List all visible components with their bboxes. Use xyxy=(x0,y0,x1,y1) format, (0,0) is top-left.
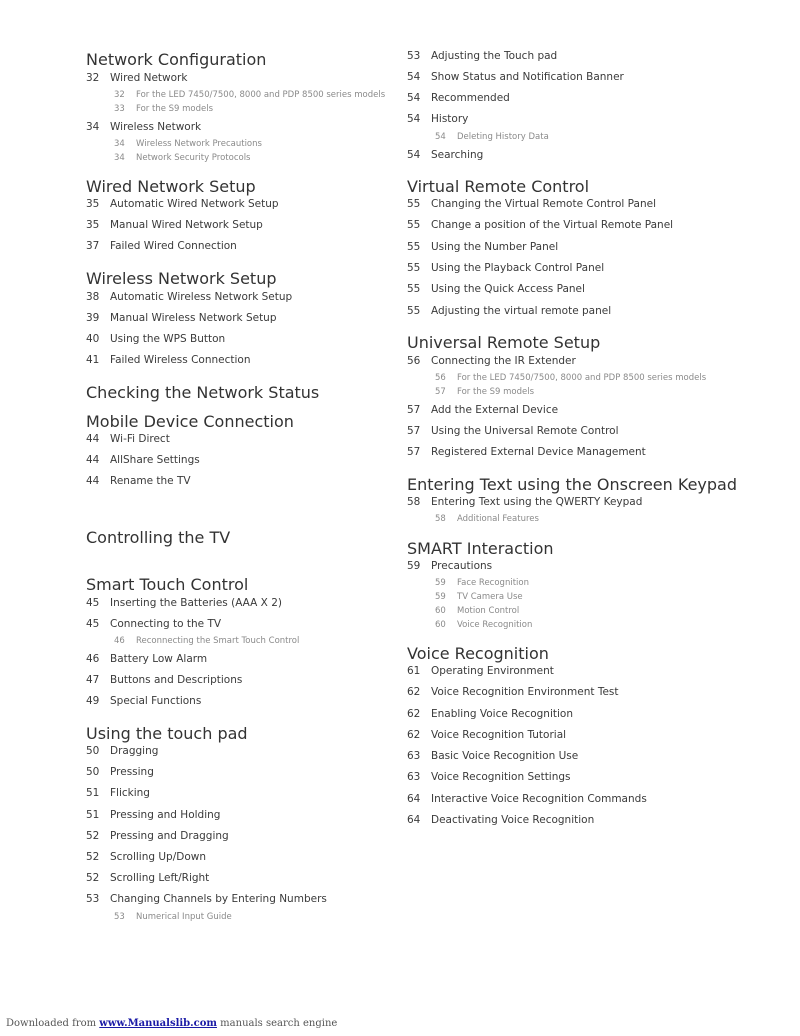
section-heading: Mobile Device Connection xyxy=(86,412,294,431)
page-number: 57 xyxy=(407,425,421,437)
entry-title: Change a position of the Virtual Remote Panel xyxy=(431,219,674,231)
toc-subentry[interactable] xyxy=(86,636,299,646)
page-number: 34 xyxy=(86,121,100,133)
toc-entry[interactable] xyxy=(86,198,279,210)
toc-entry[interactable] xyxy=(86,333,225,345)
entry-title: Buttons and Descriptions xyxy=(110,674,243,686)
toc-entry[interactable] xyxy=(407,729,566,741)
page-number: 52 xyxy=(86,851,100,863)
toc-entry[interactable] xyxy=(407,686,619,698)
page-number: 55 xyxy=(407,241,421,253)
entry-title: Operating Environment xyxy=(431,665,554,677)
page-number: 62 xyxy=(407,708,421,720)
entry-title: Interactive Voice Recognition Commands xyxy=(431,793,647,805)
entry-title: Network Security Protocols xyxy=(136,153,251,163)
entry-title: Additional Features xyxy=(457,514,539,524)
entry-title: Enabling Voice Recognition xyxy=(431,708,573,720)
page-number: 38 xyxy=(86,291,100,303)
entry-title: Manual Wireless Network Setup xyxy=(110,312,277,324)
download-footer xyxy=(6,1018,337,1029)
entry-title: Scrolling Left/Right xyxy=(110,872,210,884)
toc-entry[interactable] xyxy=(407,496,642,508)
page-number: 32 xyxy=(114,90,125,100)
page-number: 55 xyxy=(407,262,421,274)
page-number: 50 xyxy=(86,745,100,757)
page-number: 40 xyxy=(86,333,100,345)
toc-entry[interactable] xyxy=(407,708,573,720)
entry-title: Deleting History Data xyxy=(457,132,549,142)
page-number: 55 xyxy=(407,219,421,231)
page-number: 45 xyxy=(86,597,100,609)
toc-subentry[interactable] xyxy=(407,514,539,524)
entry-title: Registered External Device Management xyxy=(431,446,646,458)
toc-entry[interactable] xyxy=(407,771,571,783)
page-number: 51 xyxy=(86,787,100,799)
page-number: 33 xyxy=(114,104,125,114)
toc-subentry[interactable] xyxy=(407,578,529,588)
entry-title: Basic Voice Recognition Use xyxy=(431,750,579,762)
entry-title: Battery Low Alarm xyxy=(110,653,208,665)
page-number: 50 xyxy=(86,766,100,778)
page-number: 56 xyxy=(407,355,421,367)
page-number: 59 xyxy=(407,560,421,572)
toc-entry[interactable] xyxy=(407,750,578,762)
page-number: 41 xyxy=(86,354,100,366)
entry-title: Voice Recognition xyxy=(457,620,533,630)
toc-entry[interactable] xyxy=(86,893,327,905)
toc-entry[interactable] xyxy=(86,674,242,686)
entry-title: Failed Wired Connection xyxy=(110,240,237,252)
toc-entry[interactable] xyxy=(86,695,201,707)
page-number: 58 xyxy=(435,514,446,524)
entry-title: Rename the TV xyxy=(110,475,191,487)
section-heading: Network Configuration xyxy=(86,50,267,69)
page-number: 35 xyxy=(86,219,100,231)
page-number: 57 xyxy=(435,387,446,397)
section-heading: Voice Recognition xyxy=(407,644,549,663)
toc-entry[interactable] xyxy=(407,241,558,253)
toc-entry[interactable] xyxy=(86,121,201,133)
toc-entry[interactable] xyxy=(86,830,229,842)
entry-title: Pressing and Holding xyxy=(110,809,221,821)
entry-title: Connecting the IR Extender xyxy=(431,355,576,367)
toc-subentry[interactable] xyxy=(86,139,262,149)
entry-title: Recommended xyxy=(431,92,510,104)
entry-title: AllShare Settings xyxy=(110,454,200,466)
toc-entry[interactable] xyxy=(86,312,277,324)
entry-title: Adjusting the virtual remote panel xyxy=(431,305,612,317)
toc-entry[interactable] xyxy=(86,787,150,799)
entry-title: Reconnecting the Smart Touch Control xyxy=(136,636,300,646)
entry-title: Using the Number Panel xyxy=(431,241,559,253)
toc-entry[interactable] xyxy=(407,446,646,458)
toc-entry[interactable] xyxy=(407,283,585,295)
toc-entry[interactable] xyxy=(86,809,220,821)
toc-entry[interactable] xyxy=(407,219,673,231)
page-number: 57 xyxy=(407,404,421,416)
page-number: 37 xyxy=(86,240,100,252)
page-number: 52 xyxy=(86,872,100,884)
toc-entry[interactable] xyxy=(407,262,604,274)
page-number: 32 xyxy=(86,72,100,84)
toc-entry[interactable] xyxy=(407,113,468,125)
entry-title: For the S9 models xyxy=(136,104,214,114)
entry-title: Changing the Virtual Remote Control Panel xyxy=(431,198,657,210)
footer-suffix: manuals search engine xyxy=(217,1018,338,1029)
entry-title: Deactivating Voice Recognition xyxy=(431,814,595,826)
entry-title: Failed Wireless Connection xyxy=(110,354,251,366)
entry-title: For the S9 models xyxy=(457,387,535,397)
entry-title: History xyxy=(431,113,469,125)
toc-entry[interactable] xyxy=(86,475,191,487)
page-number: 54 xyxy=(407,113,421,125)
entry-title: Voice Recognition Settings xyxy=(431,771,571,783)
page-number: 45 xyxy=(86,618,100,630)
toc-subentry[interactable] xyxy=(86,153,250,163)
toc-entry[interactable] xyxy=(86,851,206,863)
entry-title: Wi-Fi Direct xyxy=(110,433,170,445)
page-number: 46 xyxy=(86,653,100,665)
toc-entry[interactable] xyxy=(407,50,557,62)
page-number: 62 xyxy=(407,729,421,741)
toc-entry[interactable] xyxy=(86,597,282,609)
toc-entry[interactable] xyxy=(407,793,647,805)
section-heading: SMART Interaction xyxy=(407,539,554,558)
entry-title: Entering Text using the QWERTY Keypad xyxy=(431,496,643,508)
entry-title: Using the Universal Remote Control xyxy=(431,425,619,437)
toc-entry[interactable] xyxy=(86,240,237,252)
entry-title: Adjusting the Touch pad xyxy=(431,50,558,62)
toc-entry[interactable] xyxy=(407,198,656,210)
page-number: 39 xyxy=(86,312,100,324)
page-number: 54 xyxy=(435,132,446,142)
entry-title: Using the Playback Control Panel xyxy=(431,262,605,274)
entry-title: Voice Recognition Tutorial xyxy=(431,729,567,741)
section-heading: Universal Remote Setup xyxy=(407,333,601,352)
entry-title: Using the WPS Button xyxy=(110,333,226,345)
page-number: 62 xyxy=(407,686,421,698)
entry-title: Face Recognition xyxy=(457,578,529,588)
entry-title: Numerical Input Guide xyxy=(136,912,232,922)
toc-entry[interactable] xyxy=(407,665,554,677)
entry-title: Special Functions xyxy=(110,695,202,707)
page-number: 58 xyxy=(407,496,421,508)
page-number: 60 xyxy=(435,606,446,616)
page-number: 49 xyxy=(86,695,100,707)
page-number: 44 xyxy=(86,433,100,445)
toc-entry[interactable] xyxy=(407,149,483,161)
entry-title: Precautions xyxy=(431,560,493,572)
toc-entry[interactable] xyxy=(407,71,624,83)
manualslib-link[interactable]: www.Manualslib.com xyxy=(99,1018,217,1029)
entry-title: Pressing and Dragging xyxy=(110,830,229,842)
page-number: 64 xyxy=(407,814,421,826)
entry-title: Manual Wired Network Setup xyxy=(110,219,263,231)
entry-title: Dragging xyxy=(110,745,159,757)
toc-entry[interactable] xyxy=(407,92,510,104)
page-number: 47 xyxy=(86,674,100,686)
toc-entry[interactable] xyxy=(86,618,221,630)
page-number: 55 xyxy=(407,305,421,317)
page-number: 56 xyxy=(435,373,446,383)
entry-title: Scrolling Up/Down xyxy=(110,851,206,863)
page-number: 53 xyxy=(407,50,421,62)
section-heading: Wired Network Setup xyxy=(86,177,256,196)
toc-subentry[interactable] xyxy=(407,606,519,616)
page-number: 59 xyxy=(435,592,446,602)
toc-entry[interactable] xyxy=(86,354,251,366)
entry-title: Motion Control xyxy=(457,606,520,616)
entry-title: Wireless Network Precautions xyxy=(136,139,262,149)
toc-entry[interactable] xyxy=(86,72,187,84)
page-number: 55 xyxy=(407,198,421,210)
entry-title: Using the Quick Access Panel xyxy=(431,283,585,295)
toc-entry[interactable] xyxy=(407,425,619,437)
entry-title: Searching xyxy=(431,149,484,161)
chapter-title: Controlling the TV xyxy=(86,528,231,547)
toc-entry[interactable] xyxy=(86,291,292,303)
entry-title: Add the External Device xyxy=(431,404,559,416)
entry-title: Wireless Network xyxy=(110,121,202,133)
toc-entry[interactable] xyxy=(86,219,263,231)
page-number: 55 xyxy=(407,283,421,295)
entry-title: Pressing xyxy=(110,766,154,778)
section-heading: Wireless Network Setup xyxy=(86,269,277,288)
section-heading: Entering Text using the Onscreen Keypad xyxy=(407,475,737,494)
footer-prefix: Downloaded from xyxy=(6,1018,100,1029)
toc-subentry[interactable] xyxy=(86,912,232,922)
page-number: 44 xyxy=(86,475,100,487)
page-number: 44 xyxy=(86,454,100,466)
entry-title: Flicking xyxy=(110,787,150,799)
page-number: 51 xyxy=(86,809,100,821)
toc-entry[interactable] xyxy=(407,305,611,317)
entry-title: Voice Recognition Environment Test xyxy=(431,686,619,698)
page-number: 34 xyxy=(114,153,125,163)
entry-title: Connecting to the TV xyxy=(110,618,222,630)
toc-entry[interactable] xyxy=(86,745,158,757)
section-heading: Virtual Remote Control xyxy=(407,177,590,196)
entry-title: Changing Channels by Entering Numbers xyxy=(110,893,327,905)
section-heading: Using the touch pad xyxy=(86,724,248,743)
toc-entry[interactable] xyxy=(407,355,576,367)
toc-subentry[interactable] xyxy=(407,620,532,630)
toc-entry[interactable] xyxy=(86,653,207,665)
entry-title: For the LED 7450/7500, 8000 and PDP 8500 series models xyxy=(136,90,386,100)
entry-title: For the LED 7450/7500, 8000 and PDP 8500 series models xyxy=(457,373,707,383)
entry-title: Wired Network xyxy=(110,72,188,84)
page-number: 35 xyxy=(86,198,100,210)
toc-entry[interactable] xyxy=(86,872,209,884)
page-number: 46 xyxy=(114,636,125,646)
toc-subentry[interactable] xyxy=(407,373,706,383)
page-number: 53 xyxy=(114,912,125,922)
page-number: 59 xyxy=(435,578,446,588)
page-number: 34 xyxy=(114,139,125,149)
toc-entry[interactable] xyxy=(407,560,492,572)
page-number: 53 xyxy=(86,893,100,905)
entry-title: Automatic Wired Network Setup xyxy=(110,198,279,210)
page-number: 64 xyxy=(407,793,421,805)
page-number: 54 xyxy=(407,149,421,161)
toc-entry[interactable] xyxy=(86,433,170,445)
toc-entry[interactable] xyxy=(86,454,200,466)
toc-subentry[interactable] xyxy=(86,104,213,114)
page-number: 60 xyxy=(435,620,446,630)
section-heading: Checking the Network Status xyxy=(86,383,320,402)
entry-title: Automatic Wireless Network Setup xyxy=(110,291,293,303)
section-heading: Smart Touch Control xyxy=(86,575,249,594)
toc-subentry[interactable] xyxy=(86,90,385,100)
toc-subentry[interactable] xyxy=(407,387,534,397)
page-number: 61 xyxy=(407,665,421,677)
page-number: 63 xyxy=(407,750,421,762)
entry-title: TV Camera Use xyxy=(457,592,523,602)
toc-entry[interactable] xyxy=(86,766,154,778)
page-number: 54 xyxy=(407,71,421,83)
entry-title: Inserting the Batteries (AAA X 2) xyxy=(110,597,282,609)
entry-title: Show Status and Notification Banner xyxy=(431,71,624,83)
page-number: 52 xyxy=(86,830,100,842)
page-number: 54 xyxy=(407,92,421,104)
toc-entry[interactable] xyxy=(407,404,558,416)
toc-entry[interactable] xyxy=(407,814,594,826)
toc-subentry[interactable] xyxy=(407,132,549,142)
toc-subentry[interactable] xyxy=(407,592,523,602)
page-number: 57 xyxy=(407,446,421,458)
page-number: 63 xyxy=(407,771,421,783)
